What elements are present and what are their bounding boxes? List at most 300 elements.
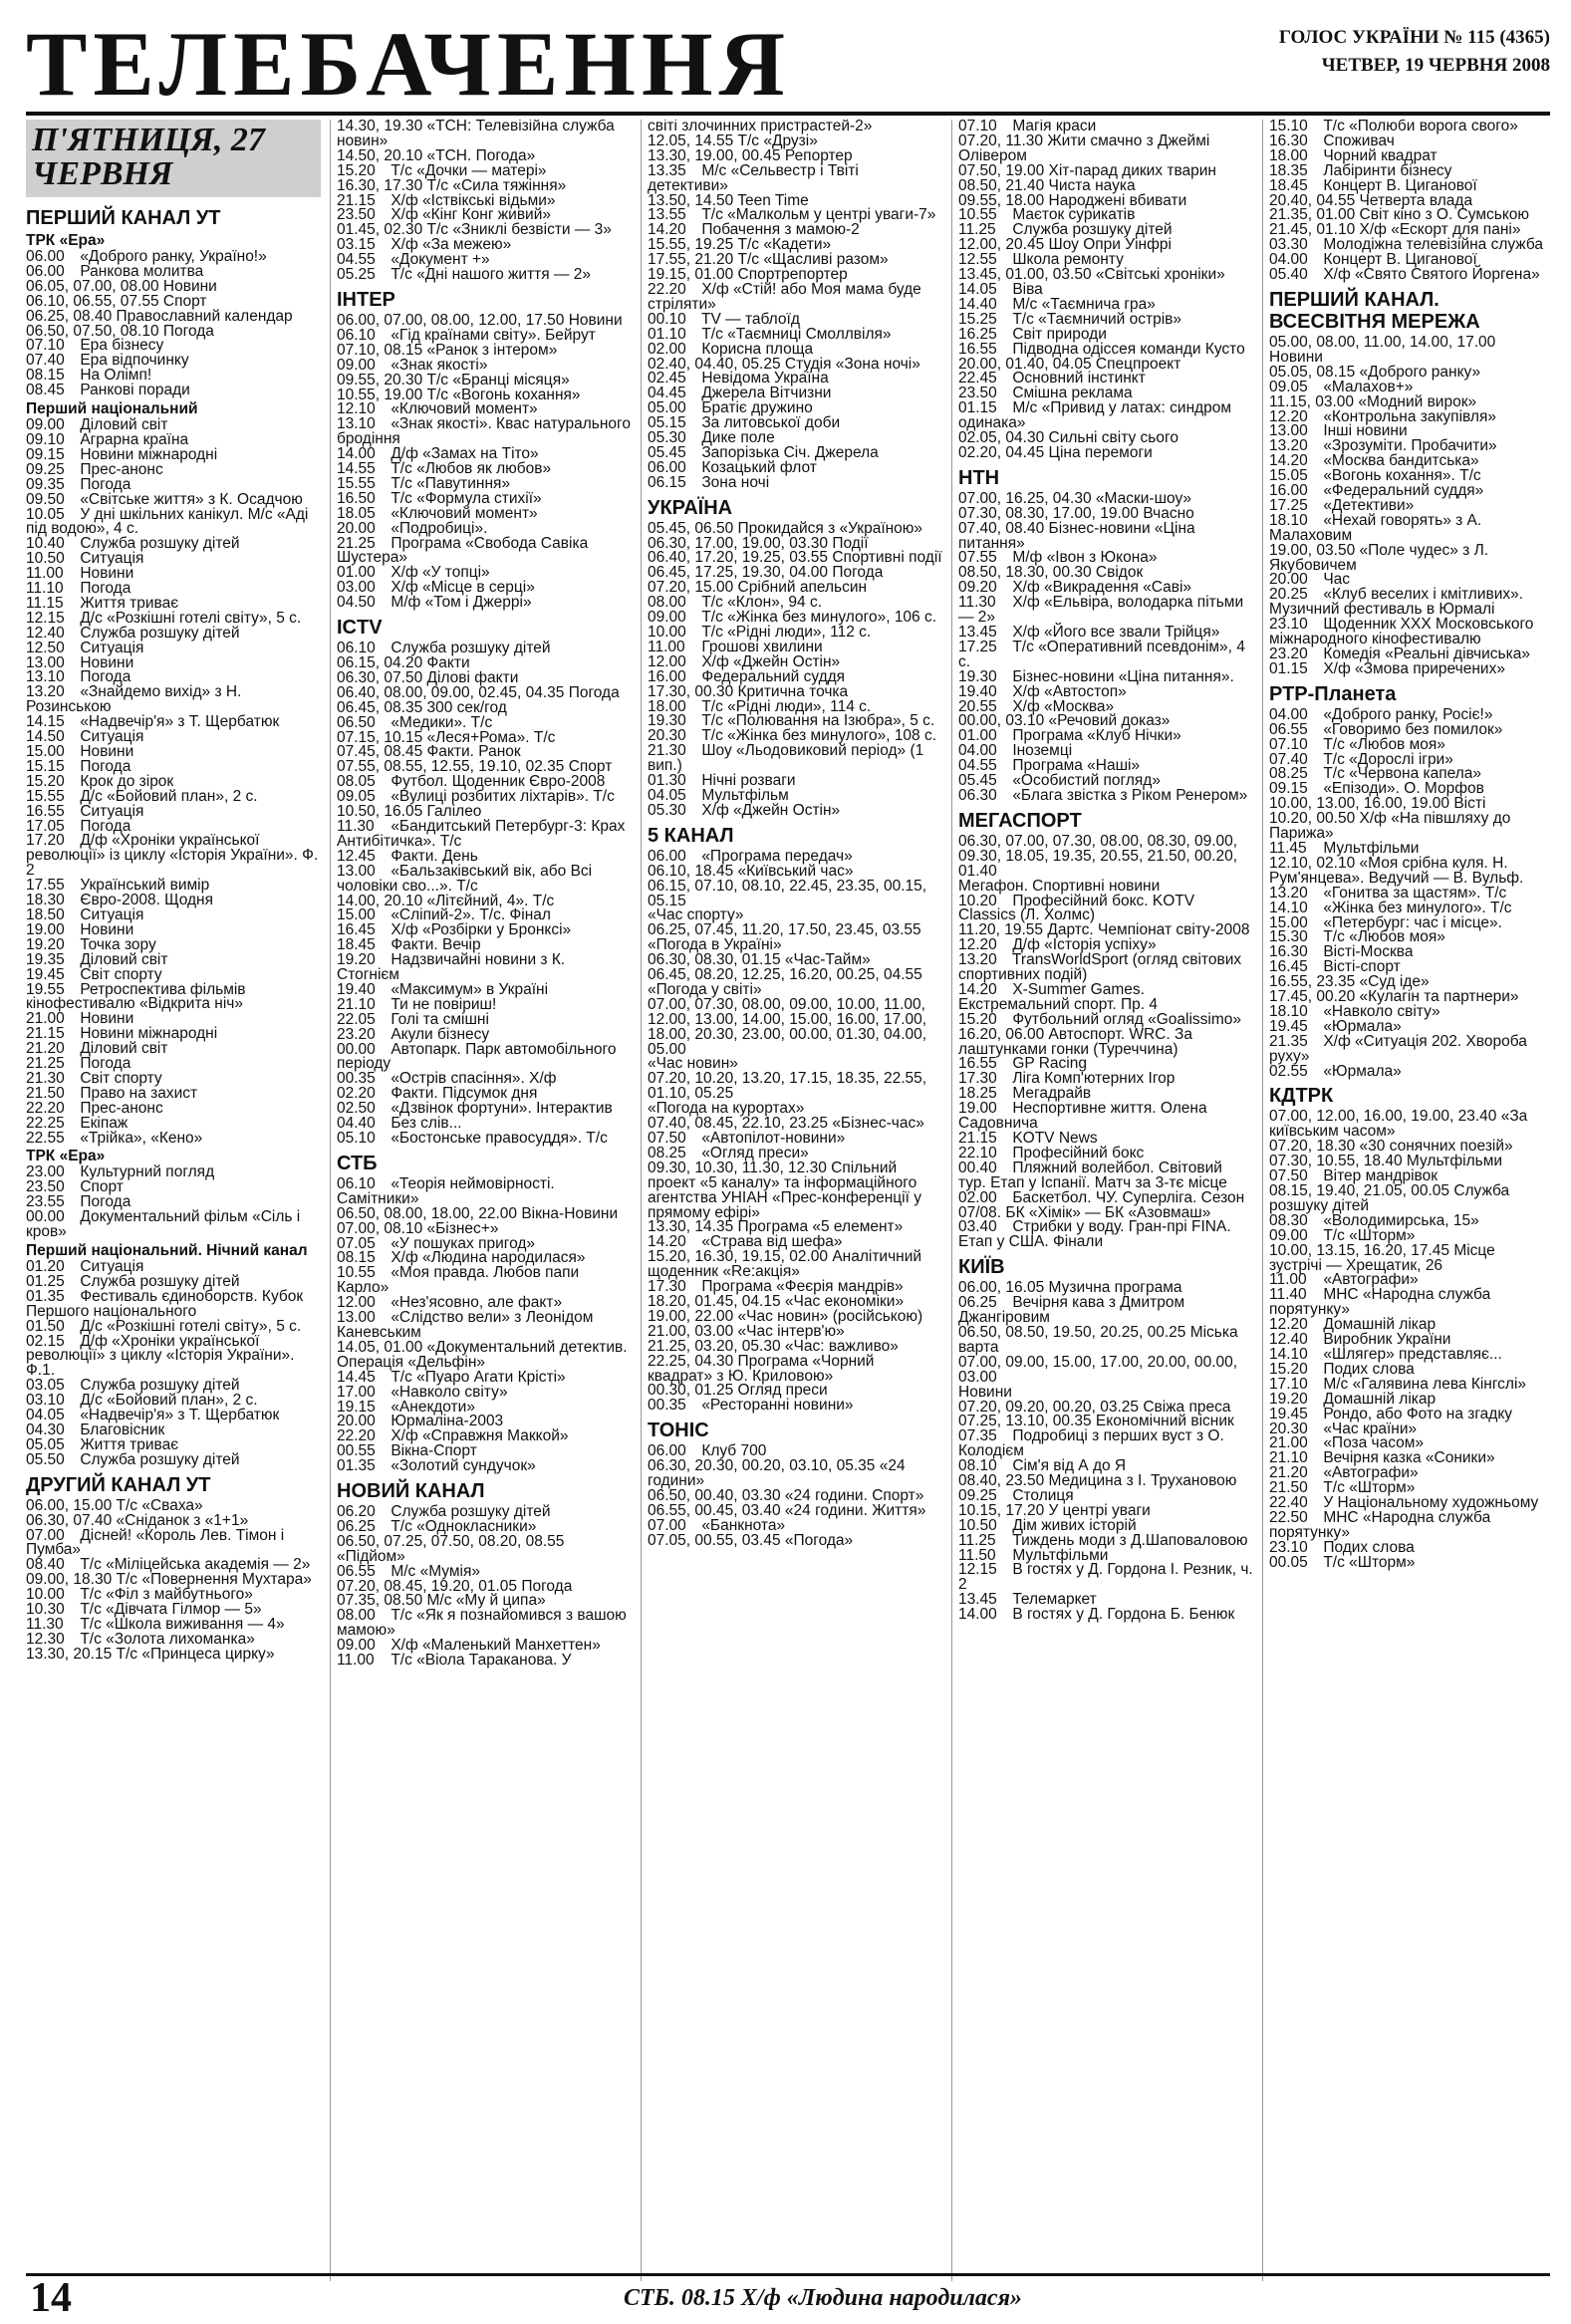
program-time: 06.10 bbox=[337, 1174, 376, 1192]
program-title: Т/с «Шторм» bbox=[1323, 1479, 1416, 1497]
program-entry bbox=[648, 1072, 942, 1117]
channel-heading: НОВИЙ КАНАЛ bbox=[337, 1480, 485, 1503]
program-title: Джерела Вітчизни bbox=[701, 385, 832, 402]
program-time: 08.45 bbox=[26, 382, 65, 399]
channel-heading: ТОНІС bbox=[648, 1420, 709, 1442]
program-title: Погода bbox=[80, 1055, 131, 1073]
program-entry bbox=[337, 596, 632, 611]
program-time: 13.20 bbox=[1269, 884, 1308, 902]
program-title: Т/с «Однокласники» bbox=[391, 1517, 537, 1535]
program-time: 07.00, 07.30, 08.00, 09.00, 10.00, 11.00, 12.00, 13.00, 14.00, 15.00, 16.00, 17.00, 18.00, 20.30, 23.00, 00.00, 01.30, 04.00, 05.00 bbox=[648, 995, 927, 1058]
program-title: Teen Time bbox=[737, 191, 809, 209]
program-entry bbox=[26, 445, 321, 463]
program-title: Т/с «Бранці місяця» bbox=[426, 371, 570, 388]
program-time: 14.00 bbox=[337, 445, 376, 463]
program-title: Економічний вісник bbox=[1095, 1413, 1234, 1430]
footer-promo: СТБ. 08.15 Х/ф «Людина народилася» bbox=[624, 2285, 1022, 2311]
program-title: У Національному художньому bbox=[1323, 1494, 1539, 1512]
program-entry bbox=[26, 505, 321, 538]
program-time: 09.50 bbox=[26, 490, 65, 508]
program-time: 01.15 bbox=[958, 399, 997, 417]
program-title: Баскетбол. ЧУ. Суперліга. Сезон 07/08. БК «Хімік» — БК «Азовмаш» bbox=[958, 1188, 1245, 1221]
program-title: Погода bbox=[162, 322, 214, 340]
program-time: 12.45 bbox=[337, 847, 376, 865]
program-time: 19.00 bbox=[26, 920, 65, 938]
program-title: Програма «Клуб Нічки» bbox=[1012, 727, 1181, 745]
program-title: Служба розшуку дітей bbox=[80, 535, 240, 553]
program-title: «Страва від шефа» bbox=[701, 1233, 843, 1251]
program-title: «Зрозуміти. Пробачити» bbox=[1323, 437, 1497, 455]
program-title: «Острів спасіння». Х/ф bbox=[391, 1070, 557, 1088]
program-time: 19.45 bbox=[1269, 1405, 1308, 1422]
program-time: 19.20 bbox=[1269, 1390, 1308, 1408]
program-entry bbox=[26, 894, 321, 908]
program-time: 09.05 bbox=[1269, 378, 1308, 395]
program-time: 21.35 bbox=[1269, 1032, 1308, 1050]
program-time: 07.25, 13.10, 00.35 bbox=[958, 1413, 1092, 1430]
program-title: Концерт В. Циганової bbox=[1323, 251, 1477, 269]
program-time: 22.55 bbox=[26, 1129, 65, 1147]
program-time: 09.00 bbox=[648, 609, 686, 627]
program-title: Т/с «Полюби ворога свого» bbox=[1323, 120, 1518, 134]
program-time: 13.20 bbox=[958, 951, 997, 969]
program-title: Критична точка bbox=[737, 682, 849, 700]
channel-heading: СТБ bbox=[337, 1152, 378, 1174]
program-time: 09.00 bbox=[337, 356, 376, 374]
program-title: Діловий світ bbox=[80, 416, 168, 434]
program-time: 10.50 bbox=[958, 1516, 997, 1534]
program-time: 11.25 bbox=[958, 1531, 996, 1549]
program-time: 01.45, 02.30 bbox=[337, 221, 423, 239]
program-time: 17.20 bbox=[26, 832, 65, 850]
program-time: 03.10 bbox=[26, 1392, 65, 1410]
program-entry bbox=[958, 1296, 1253, 1326]
program-entry bbox=[648, 1399, 942, 1414]
program-title: «Модний вирок» bbox=[1358, 392, 1477, 410]
program-title: «Говоримо без помилок» bbox=[1323, 720, 1503, 738]
program-time: 16.50 bbox=[337, 489, 376, 507]
program-time: 01.30 bbox=[648, 772, 686, 790]
program-title: «Документальний детектив. Операція «Дельфін» bbox=[337, 1338, 628, 1371]
program-title: «Час новин» bbox=[648, 1055, 738, 1073]
program-time: 12.15 bbox=[26, 609, 65, 627]
program-title: Служба розшуку дітей bbox=[1012, 221, 1173, 239]
program-time: 11.15 bbox=[26, 594, 64, 612]
schedule-column-5 bbox=[1269, 120, 1550, 2281]
program-title: «Доброго ранку, Україно!» bbox=[80, 248, 267, 265]
program-title: Магія краси bbox=[1012, 120, 1097, 134]
program-time: 10.40 bbox=[26, 535, 65, 553]
program-time: 04.50 bbox=[337, 594, 376, 612]
program-entry bbox=[337, 1174, 632, 1207]
program-time: 10.15, 17.20 bbox=[958, 1501, 1045, 1519]
program-entry bbox=[337, 1040, 632, 1073]
program-time: 09.25 bbox=[26, 460, 65, 478]
program-time: 08.15 bbox=[26, 367, 65, 385]
program-time: 10.00, 13.00, 16.00, 19.00 bbox=[1269, 795, 1449, 813]
issue-date: ЧЕТВЕР, 19 ЧЕРВНЯ 2008 bbox=[1321, 55, 1550, 76]
program-title: Погода bbox=[568, 683, 620, 701]
program-title: Свіжа преса bbox=[1143, 1398, 1231, 1416]
program-title: Інші новини bbox=[1323, 422, 1408, 440]
program-title: Т/с «Сваха» bbox=[116, 1496, 203, 1514]
program-time: 06.20 bbox=[337, 1503, 376, 1521]
program-entry bbox=[1269, 1032, 1550, 1065]
program-title: Жити смачно з Джеймі Олівером bbox=[958, 131, 1210, 164]
program-title: На Олімп! bbox=[80, 367, 152, 385]
program-entry bbox=[337, 1266, 632, 1296]
program-title: GP Racing bbox=[1012, 1055, 1087, 1073]
program-title: Т/с «Шторм» bbox=[1323, 1553, 1416, 1571]
program-time: 00.35 bbox=[648, 1397, 686, 1415]
program-title: Основний інстинкт bbox=[1012, 370, 1146, 387]
program-time: 21.00 bbox=[1269, 1434, 1308, 1452]
program-title: «Медики». Т/с bbox=[391, 713, 493, 731]
program-title: Клуб 700 bbox=[701, 1442, 767, 1460]
program-entry bbox=[337, 1383, 632, 1401]
program-time: 14.20 bbox=[648, 221, 686, 239]
program-title: Вчасно bbox=[1143, 504, 1194, 522]
program-time: 16.55 bbox=[958, 1055, 997, 1073]
program-time: 07.35 bbox=[958, 1427, 997, 1445]
program-time: 07.05 bbox=[337, 1234, 376, 1252]
program-title: Д/ф «Хроніки української революції» із циклу «Історія України». Ф. 2 bbox=[26, 832, 319, 880]
program-title: Юрмаліна-2003 bbox=[391, 1413, 504, 1430]
program-time: 06.15, 04.20 bbox=[337, 654, 423, 671]
program-title: «Бальзаківський вік, або Всі чоловіки сво...». Т/с bbox=[337, 862, 593, 895]
program-time: 10.50, 16.05 bbox=[337, 803, 423, 821]
program-entry bbox=[26, 1287, 321, 1320]
program-title: Вікна-Спорт bbox=[391, 1442, 477, 1460]
program-title: Мультфільми bbox=[1406, 1153, 1503, 1170]
program-title: Т/с «Павутиння» bbox=[391, 474, 511, 492]
program-entry bbox=[1269, 1184, 1550, 1214]
program-title: Погода bbox=[832, 564, 884, 582]
program-entry bbox=[958, 786, 1253, 804]
program-title: Т/с «Міліцейська академія — 2» bbox=[80, 1556, 311, 1574]
program-time: 08.00 bbox=[648, 594, 686, 612]
program-title: Мультфільми bbox=[1323, 839, 1420, 857]
program-entry bbox=[337, 1532, 632, 1565]
program-title: Т/с «Зниклі безвісти — 3» bbox=[426, 221, 612, 239]
program-time: 06.50, 08.50, 19.50, 20.25, 00.25 bbox=[958, 1323, 1186, 1341]
program-title: В гостях у Д. Гордона І. Резник, ч. 2 bbox=[958, 1561, 1253, 1594]
program-time: 20.30 bbox=[1269, 1420, 1308, 1437]
program-time: 15.20, 16.30, 19.15, 02.00 bbox=[648, 1248, 828, 1266]
program-time: 04.00 bbox=[1269, 251, 1308, 269]
program-title: Ранкові поради bbox=[80, 382, 190, 399]
program-title: Крок до зірок bbox=[80, 772, 174, 790]
program-title: М/ф «Івон з Юкона» bbox=[1012, 549, 1158, 567]
program-time: 07.30, 10.55, 18.40 bbox=[1269, 1153, 1403, 1170]
program-title: Т/с «Дочки — матері» bbox=[391, 161, 547, 179]
program-title: KOTV News bbox=[1012, 1130, 1098, 1147]
program-time: 07.10, 08.15 bbox=[337, 341, 423, 359]
program-title: «Автопілот-новини» bbox=[701, 1130, 846, 1147]
program-time: 21.10 bbox=[337, 995, 376, 1013]
program-time: 10.05 bbox=[26, 505, 65, 523]
program-entry bbox=[958, 268, 1253, 283]
program-time: 20.55 bbox=[958, 697, 997, 715]
program-time: 16.30 bbox=[1269, 943, 1308, 961]
program-entry bbox=[26, 1332, 321, 1380]
program-title: «Юрмала» bbox=[1323, 1017, 1402, 1035]
program-title: «Трійка», «Кено» bbox=[80, 1129, 203, 1147]
program-entry bbox=[337, 417, 632, 447]
program-title: «Поле чудес» з Л. Якубовичем bbox=[1269, 541, 1489, 574]
program-title: Т/с «Малкольм у центрі уваги-7» bbox=[701, 206, 936, 224]
program-title: Д/с «Розкішні готелі світу», 5 с. bbox=[80, 1317, 302, 1335]
program-title: «Епізоди». О. Морфов bbox=[1323, 780, 1484, 798]
program-title: Факти. Ранок bbox=[426, 743, 521, 761]
program-title: Професійний бокс bbox=[1012, 1144, 1145, 1162]
program-title: «Огляд преси» bbox=[701, 1144, 809, 1162]
program-entry bbox=[26, 905, 321, 923]
program-time: 00.10 bbox=[648, 310, 686, 328]
program-time: 06.00, 16.05 bbox=[958, 1279, 1045, 1297]
program-title: «Жінка без минулого». Т/с bbox=[1323, 899, 1512, 916]
program-title: Сильні світу сього bbox=[1048, 429, 1178, 447]
program-time: 19.40 bbox=[337, 980, 376, 998]
program-time: 14.20 bbox=[958, 980, 997, 998]
program-title: Х/ф «Ельвіра, володарка пітьми — 2» bbox=[958, 594, 1244, 627]
program-time: 11.30 bbox=[958, 594, 996, 612]
program-entry bbox=[958, 638, 1253, 670]
program-time: 14.20 bbox=[648, 1233, 686, 1251]
program-time: 03.40 bbox=[958, 1218, 997, 1236]
program-entry bbox=[337, 923, 632, 938]
program-time: 09.10 bbox=[26, 430, 65, 448]
program-time: 18.20, 01.45, 04.15 bbox=[648, 1292, 781, 1310]
program-time: 15.55, 19.25 bbox=[648, 236, 734, 254]
program-title: Т/с «Золота лихоманка» bbox=[80, 1630, 255, 1648]
channel-heading: КИЇВ bbox=[958, 1256, 1005, 1279]
program-title: Подробиці з перших вуст з О. Колодієм bbox=[958, 1427, 1224, 1460]
program-entry bbox=[958, 832, 1253, 895]
program-title: «Бостонське правосуддя». Т/с bbox=[391, 1130, 608, 1147]
program-time: 23.10 bbox=[1269, 1538, 1308, 1556]
program-title: Х/ф «За межею» bbox=[391, 236, 512, 254]
program-entry bbox=[648, 744, 942, 774]
program-title: Дартс. Чемпіонат світу-2008 bbox=[1047, 921, 1250, 939]
program-title: Служба розшуку дітей bbox=[1269, 1182, 1510, 1214]
program-time: 09.00 bbox=[1269, 1226, 1308, 1244]
program-title: «Вулиці розбитих ліхтарів». Т/с bbox=[391, 788, 615, 806]
program-title: «Слідство вели» з Леонідом Каневським bbox=[337, 1309, 594, 1341]
program-time: 23.20 bbox=[1269, 646, 1308, 662]
program-title: світі злочинних пристрастей-2» bbox=[648, 120, 873, 134]
program-time: 14.20 bbox=[1269, 452, 1308, 470]
program-title: Т/с «Жінка без минулого», 106 с. bbox=[701, 609, 937, 627]
program-time: 10.50 bbox=[26, 550, 65, 568]
program-entry bbox=[26, 354, 321, 369]
program-time: 16.30 bbox=[1269, 131, 1308, 149]
program-title: «Леся+Рома». Т/с bbox=[426, 728, 556, 746]
program-title: «Документ +» bbox=[391, 251, 490, 269]
program-entry bbox=[337, 1429, 632, 1444]
program-entry bbox=[26, 1027, 321, 1042]
program-time: 12.00 bbox=[648, 652, 686, 670]
program-title: Музична програма bbox=[1048, 1279, 1182, 1297]
program-title: Надзвичайні новини з К. Стогнієм bbox=[337, 951, 566, 984]
program-time: 15.00 bbox=[26, 743, 65, 760]
program-time: 09.55, 18.00 bbox=[958, 191, 1045, 209]
program-time: 18.35 bbox=[1269, 161, 1308, 179]
program-time: 08.40, 23.50 bbox=[958, 1472, 1045, 1490]
channel-heading: КДТРК bbox=[1269, 1085, 1334, 1108]
program-title: «Ключовий момент» bbox=[391, 400, 538, 418]
program-title: Т/с «Друзі» bbox=[737, 131, 818, 149]
program-time: 15.20 bbox=[958, 1010, 997, 1028]
program-time: 09.05 bbox=[337, 788, 376, 806]
program-time: 01.15 bbox=[1269, 659, 1308, 677]
program-title: Х/ф «Джейн Остін» bbox=[701, 801, 841, 819]
program-title: «Нехай говорять» з А. Малаховим bbox=[1269, 511, 1482, 544]
program-time: 06.10, 06.55, 07.55 bbox=[26, 292, 159, 310]
program-time: 06.15 bbox=[648, 473, 686, 491]
program-time: 13.00 bbox=[26, 653, 65, 671]
program-title: Т/с «Червона капела» bbox=[1323, 765, 1482, 783]
program-title: Щоденник ХХХ Московського міжнародного кінофестивалю bbox=[1269, 616, 1534, 648]
program-time: 06.00 bbox=[26, 248, 65, 265]
program-time: 06.10, 18.45 bbox=[648, 862, 734, 880]
masthead-rule bbox=[26, 112, 1550, 116]
program-title: Ретроспектива фільмів кінофестивалю «Відкрита ніч» bbox=[26, 980, 246, 1013]
program-time: 11.00 bbox=[648, 638, 685, 655]
program-title: Ситуація bbox=[80, 639, 144, 656]
program-title: Ліга Комп'ютерних Ігор bbox=[1012, 1070, 1176, 1088]
program-title: Д/ф «Замах на Тіто» bbox=[391, 445, 539, 463]
program-time: 22.50 bbox=[1269, 1508, 1308, 1526]
program-title: Спорт bbox=[162, 292, 207, 310]
program-title: Без слів... bbox=[391, 1115, 462, 1133]
program-time: 19.00, 22.00 bbox=[648, 1307, 734, 1325]
program-title: Домашній лікар bbox=[1323, 1390, 1437, 1408]
program-entry bbox=[337, 1132, 632, 1147]
program-time: 07.20, 08.45, 19.20, 01.05 bbox=[337, 1577, 517, 1595]
program-time: 07.35, 08.50 bbox=[337, 1592, 423, 1610]
program-time: 05.25 bbox=[337, 266, 376, 284]
program-title: Дісней! «Король Лев. Тімон і Пумба» bbox=[26, 1526, 285, 1559]
program-time: 07.10 bbox=[958, 120, 997, 134]
program-time: 13.30, 19.00, 00.45 bbox=[648, 146, 781, 164]
program-entry bbox=[958, 1025, 1253, 1058]
program-title: «Знак якості». Квас натурального бродіння bbox=[337, 415, 631, 448]
program-time: 09.00 bbox=[337, 1637, 376, 1655]
program-title: Аграрна країна bbox=[80, 430, 189, 448]
program-title: «30 сонячних поезій» bbox=[1359, 1138, 1513, 1156]
program-title: Т/с «Дні нашого життя — 2» bbox=[391, 266, 592, 284]
program-title: Віва bbox=[1012, 280, 1043, 298]
program-time: 19.00 bbox=[958, 1100, 997, 1118]
program-entry bbox=[958, 1353, 1253, 1401]
program-entry bbox=[648, 995, 942, 1073]
program-title: «Моя правда. Любов папи Карло» bbox=[337, 1264, 580, 1297]
program-time: 15.20 bbox=[26, 772, 65, 790]
program-time: 13.30, 20.15 bbox=[26, 1645, 113, 1663]
program-title: Срібний апельсин bbox=[737, 579, 868, 597]
program-time: 06.30, 17.00, 19.00, 03.30 bbox=[648, 534, 828, 552]
program-entry bbox=[958, 401, 1253, 431]
program-title: Виробник України bbox=[1323, 1331, 1451, 1349]
program-time: 22.25 bbox=[26, 1114, 65, 1132]
program-time: 17.25 bbox=[1269, 496, 1308, 514]
program-title: Т/с «Таємничий острів» bbox=[1012, 310, 1182, 328]
program-title: Т/с «Любов моя» bbox=[1323, 928, 1445, 946]
program-entry bbox=[648, 1352, 942, 1385]
program-title: Сім'я від А до Я bbox=[1012, 1457, 1127, 1475]
program-title: Міська варта bbox=[958, 1323, 1238, 1356]
program-time: 06.30, 07.00, 07.30, 08.00, 08.30, 09.00, 09.30, 18.05, 19.35, 20.55, 21.50, 00.20, 01.40 bbox=[958, 832, 1238, 880]
program-title: Час bbox=[1323, 571, 1351, 589]
program-time: 17.10 bbox=[1269, 1375, 1308, 1393]
program-title: Життя триває bbox=[80, 594, 179, 612]
program-time: 10.20, 00.50 bbox=[1269, 810, 1356, 828]
channel-heading: ІНТЕР bbox=[337, 288, 395, 311]
program-title: Фестиваль єдиноборств. Кубок Першого національного bbox=[26, 1287, 304, 1320]
program-title: Футбол. Щоденник Євро-2008 bbox=[391, 773, 606, 791]
page-footer bbox=[26, 2273, 1550, 2319]
program-time: 23.00 bbox=[26, 1163, 65, 1181]
program-entry bbox=[1269, 659, 1550, 677]
program-title: Ситуація bbox=[80, 1258, 144, 1275]
program-title: «Контрольна закупівля» bbox=[1323, 407, 1496, 425]
program-title: Т/с «Дівчата Гілмор — 5» bbox=[80, 1601, 262, 1619]
program-title: Новини bbox=[80, 743, 134, 760]
program-title: «Вогонь кохання». Т/с bbox=[1323, 467, 1481, 485]
program-time: 07.00 bbox=[26, 1526, 65, 1544]
program-entry bbox=[648, 458, 942, 476]
program-time: 01.25 bbox=[26, 1272, 65, 1290]
program-time: 03.30 bbox=[1269, 236, 1308, 254]
program-title: «Погода на курортах» bbox=[648, 1100, 805, 1118]
program-time: 23.50 bbox=[958, 385, 997, 402]
program-time: 11.25 bbox=[958, 221, 996, 239]
program-time: 10.00, 13.15, 16.20, 17.45 bbox=[1269, 1241, 1449, 1259]
program-title: «Малахов+» bbox=[1323, 378, 1414, 395]
program-title: Новини bbox=[162, 277, 217, 295]
program-title: Братіє дружино bbox=[701, 399, 813, 417]
program-entry bbox=[1269, 511, 1550, 544]
program-title: Спорт bbox=[568, 758, 613, 776]
program-title: Вечірня казка «Соники» bbox=[1323, 1449, 1495, 1467]
program-title: Телемаркет bbox=[1012, 1591, 1097, 1609]
program-title: Прес-анонс bbox=[80, 460, 163, 478]
program-time: 23.50 bbox=[337, 206, 376, 224]
program-time: 21.25, 03.20, 05.30 bbox=[648, 1337, 781, 1355]
program-title: Спецпроект bbox=[1095, 355, 1181, 373]
program-entry bbox=[26, 624, 321, 642]
program-title: «Світські хроніки» bbox=[1095, 266, 1225, 284]
program-title: «Максимум» в Україні bbox=[391, 980, 549, 998]
program-time: 07.10 bbox=[1269, 735, 1308, 753]
program-time: 15.25 bbox=[958, 310, 997, 328]
program-title: Програма «Феєрія мандрів» bbox=[701, 1278, 904, 1296]
program-time: 06.55 bbox=[337, 1562, 376, 1580]
program-title: Х/ф «Розбірки у Бронксі» bbox=[391, 921, 572, 939]
program-title: Аналітичний щоденник «Re:акція» bbox=[648, 1248, 922, 1281]
program-title: М/с «Му й ципа» bbox=[426, 1592, 546, 1610]
program-title: Подих слова bbox=[1323, 1360, 1415, 1378]
masthead-meta bbox=[1279, 24, 1550, 80]
program-time: 05.45 bbox=[648, 443, 686, 461]
program-title: Погода bbox=[80, 1193, 131, 1211]
program-entry bbox=[1269, 588, 1550, 618]
program-entry bbox=[26, 834, 321, 879]
schedule-column-1 bbox=[26, 120, 321, 2281]
program-title: Програма «Чорний квадрат» з Ю. Криловою» bbox=[648, 1352, 875, 1385]
schedule-columns bbox=[26, 120, 1550, 2281]
